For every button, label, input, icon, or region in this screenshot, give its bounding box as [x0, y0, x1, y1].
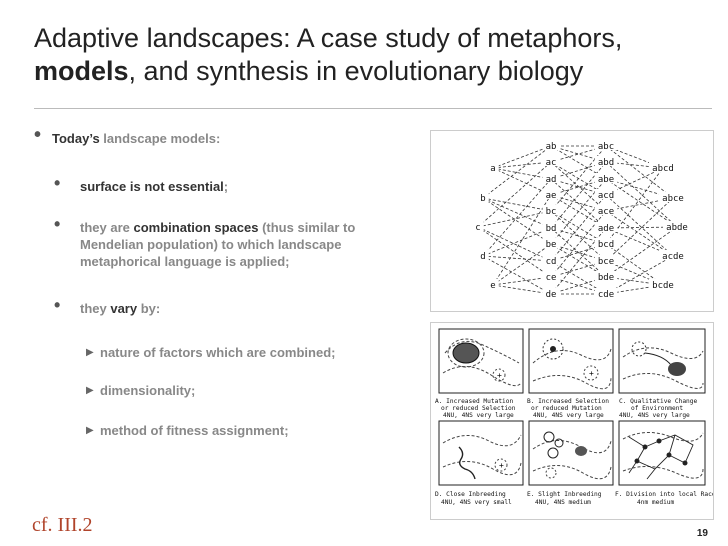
network-node-bcd: bcd: [597, 240, 615, 250]
network-node-ce: ce: [545, 273, 557, 283]
bullet-sub-1-rest: ;: [223, 179, 229, 194]
network-edge: [483, 198, 551, 244]
title-line-1: Adaptive landscapes: A case study of metaphors,: [34, 23, 623, 53]
network-node-ab: ab: [545, 142, 557, 152]
network-edge: [483, 228, 551, 256]
triangle-right-icon: ▶: [86, 385, 94, 396]
caption-c-2: of Environment: [631, 405, 684, 412]
network-node-bde: bde: [597, 273, 615, 283]
network-edge: [478, 211, 551, 227]
bullet-sub-3-pre: they: [80, 301, 111, 316]
svg-text:+: +: [497, 371, 502, 380]
caption-c-3: 4NU, 4NS very large: [619, 412, 690, 419]
combination-network-figure: [430, 130, 714, 312]
caption-e-2: 4NU, 4NS medium: [535, 499, 591, 506]
title-bold-word: models: [34, 56, 129, 86]
caption-f-2: 4nm medium: [637, 499, 675, 506]
network-node-ad: ad: [545, 175, 557, 185]
network-node-ae: ae: [545, 191, 557, 201]
network-node-d: d: [480, 252, 486, 262]
caption-b-1: B. Increased Selection: [527, 398, 609, 405]
bullet-main-bold: Today’s: [52, 131, 100, 146]
caption-b-2: or reduced Mutation: [531, 405, 602, 412]
network-node-cd: cd: [545, 257, 557, 267]
network-node-be: be: [545, 240, 557, 250]
svg-text:+: +: [589, 369, 594, 378]
landscape-panels-figure: [430, 322, 714, 520]
network-edge: [493, 162, 551, 168]
network-edge: [483, 256, 551, 261]
network-node-e: e: [490, 281, 496, 291]
caption-d-1: D. Close Inbreeding: [435, 491, 506, 498]
caption-c-1: C. Qualitative Change: [619, 398, 698, 405]
network-node-bd: bd: [545, 224, 557, 234]
bullet-dot-icon: •: [34, 124, 42, 146]
network-svg: [431, 131, 713, 311]
network-node-abde: abde: [666, 223, 688, 233]
panel-c: [619, 329, 705, 393]
footer-reference: cf. III.2: [32, 514, 93, 536]
network-edge: [493, 277, 551, 285]
triangle-right-icon: ▶: [86, 347, 94, 358]
network-node-ac: ac: [545, 158, 557, 168]
network-edge: [493, 146, 551, 168]
network-node-abc: abc: [597, 142, 615, 152]
network-edge: [551, 228, 606, 277]
triangle-right-icon: ▶: [86, 425, 94, 436]
panels-svg: [431, 323, 713, 519]
caption-b-3: 4NU, 4NS very large: [533, 412, 604, 419]
caption-f-1: F. Division into local Races: [615, 491, 713, 498]
bullet-sub-2-rest: (thus similar to Mendelian population) to which landscape metaphorical language is applied;: [80, 220, 356, 269]
network-edge: [606, 211, 673, 256]
panel-f: [619, 421, 705, 485]
bullet-item-text: method of fitness assignment;: [100, 423, 289, 438]
panel-e: [529, 421, 613, 485]
panel-d: [439, 421, 523, 485]
caption-a-1: A. Increased Mutation: [435, 398, 514, 405]
page-number: 19: [696, 528, 708, 539]
network-node-cde: cde: [597, 290, 615, 300]
bullet-sub-2-bold: combination spaces: [133, 220, 259, 235]
bullet-sub-1-bold: surface is not essential: [80, 179, 224, 194]
slide-title: [34, 22, 714, 88]
network-edge: [493, 244, 551, 285]
caption-d-2: 4NU, 4NS very small: [441, 499, 512, 506]
network-node-acd: acd: [597, 191, 615, 201]
panel-b: [529, 329, 613, 393]
network-edge: [493, 285, 551, 294]
network-node-abcd: abcd: [652, 164, 674, 174]
bullet-sub-2-pre: they are: [80, 220, 134, 235]
network-node-a: a: [490, 164, 496, 174]
network-node-abe: abe: [597, 175, 615, 185]
network-node-ace: ace: [597, 207, 615, 217]
panel-a: [439, 329, 523, 393]
bullet-item-text: nature of factors which are combined;: [100, 345, 336, 360]
bullet-dot-icon: •: [54, 173, 61, 193]
bullet-main-rest: landscape models:: [99, 131, 221, 146]
bullet-sub-3-bold: vary: [110, 301, 138, 316]
bullet-item-text: dimensionality;: [100, 383, 196, 398]
caption-a-2: or reduced Selection: [441, 405, 516, 412]
caption-a-3: 4NU, 4NS very large: [443, 412, 514, 419]
svg-text:+: +: [499, 461, 504, 470]
network-node-de: de: [545, 290, 557, 300]
network-node-ade: ade: [597, 224, 615, 234]
bullet-dot-icon: •: [54, 214, 61, 234]
network-node-acde: acde: [662, 252, 684, 262]
network-node-bce: bce: [597, 257, 615, 267]
caption-e-1: E. Slight Inbreeding: [527, 491, 602, 498]
network-node-abce: abce: [662, 194, 684, 204]
bullet-dot-icon: •: [54, 295, 61, 315]
network-node-b: b: [480, 194, 486, 204]
network-node-c: c: [475, 223, 481, 233]
bullet-sub-3-rest: by:: [137, 301, 161, 316]
network-node-abd: abd: [597, 158, 615, 168]
network-node-bc: bc: [545, 207, 557, 217]
title-line-2: [34, 55, 714, 88]
network-node-bcde: bcde: [652, 281, 674, 291]
title-line-2-rest: , and synthesis in evolutionary biology: [128, 56, 584, 86]
network-edge: [493, 168, 551, 195]
title-divider: [34, 108, 712, 109]
